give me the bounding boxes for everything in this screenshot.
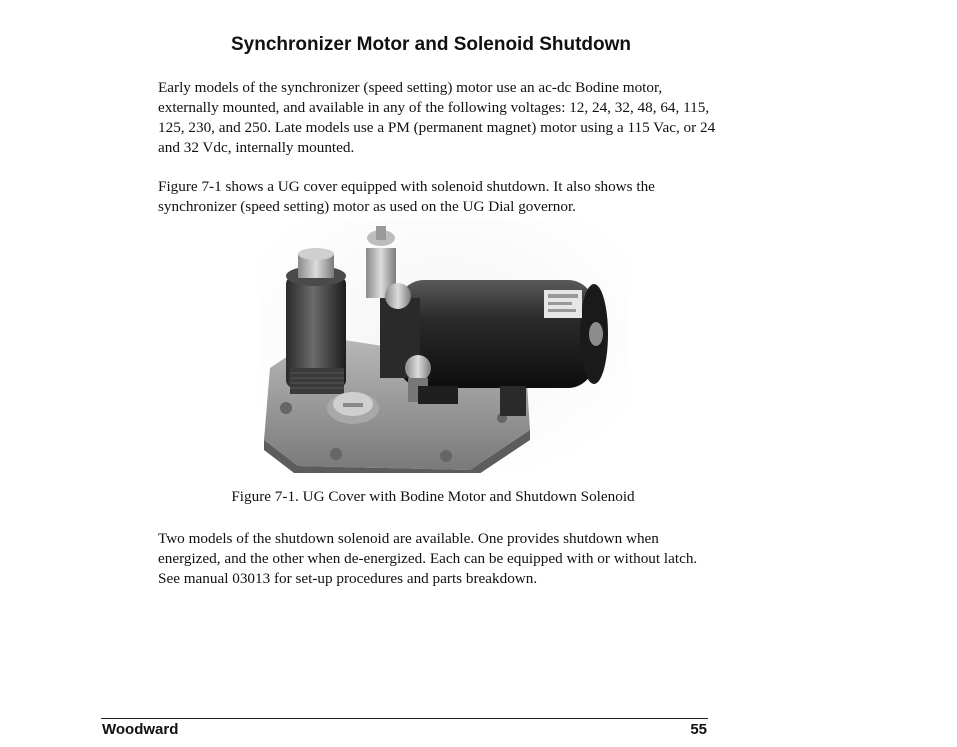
page-title: Synchronizer Motor and Solenoid Shutdown [230, 34, 632, 55]
paragraph-shutdown-solenoid: Two models of the shutdown solenoid are available. One provides shutdown when energized, and the other when de-energized. Each can be equipped with or without latch. See manual 03013 for set-up procedures and parts breakdown. [158, 530, 698, 587]
ug-cover-illustration [258, 218, 628, 473]
figure-caption: Figure 7-1. UG Cover with Bodine Motor and Shutdown Solenoid [231, 488, 635, 505]
footer-page-number: 55 [690, 721, 707, 738]
paragraph-figure-reference: Figure 7-1 shows a UG cover equipped with solenoid shutdown. It also shows the synchronizer (speed setting) motor as used on the UG Dial governor. [158, 178, 655, 215]
footer-divider [101, 718, 708, 719]
figure-ug-cover-photo [258, 218, 628, 473]
footer-company: Woodward [102, 721, 179, 738]
paragraph-motor-models: Early models of the synchronizer (speed setting) motor use an ac-dc Bodine motor, externally mounted, and available in any of the following voltages: 12, 24, 32, 48, 64, 115, 125, 230, and 250. Late models use a PM (permanent magnet) motor using a 115 Vac, or 24 and 32 Vdc, internally mounted. [158, 79, 716, 156]
